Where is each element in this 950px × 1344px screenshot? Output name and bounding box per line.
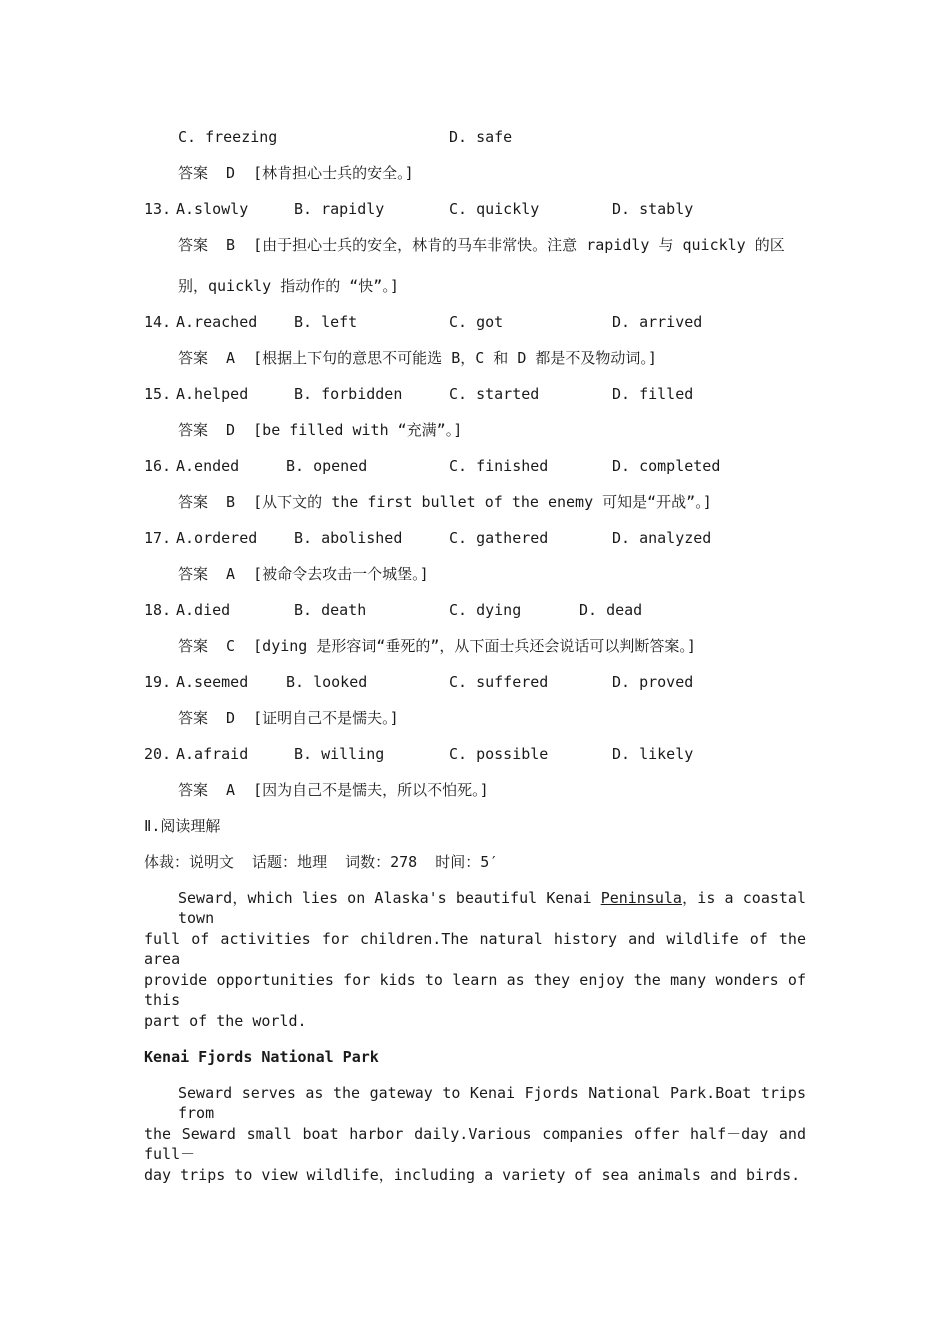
q14-answer: 答案 A [根据上下句的意思不可能选 B，C 和 D 都是不及物动词。] [178,349,657,367]
p2-line1: Seward serves as the gateway to Kenai Fjords National Park.Boat trips from [178,1084,806,1122]
q18-option-b: B. death [294,601,367,619]
p1-line1 [178,888,806,928]
p1-line3: provide opportunities for kids to learn as they enjoy the many wonders of this [144,971,806,1009]
q14-option-d: D. arrived [612,313,703,331]
q16-option-a: A.ended [176,457,240,475]
section-heading: Ⅱ.阅读理解 [144,817,221,835]
q18-option-a: A.died [176,601,231,619]
q17-option-b: B. abolished [294,529,403,547]
q17-option-a: A.ordered [176,529,258,547]
q14-option-c: C. got [449,313,504,331]
q15-option-b: B. forbidden [294,385,403,403]
q15-answer: 答案 D [be filled with “充满”。] [178,421,463,439]
q19-option-b: B. looked [286,673,368,691]
q20-option-a: A.afraid [176,745,249,763]
p1-line1-pre: Seward，which lies on Alaska's beautiful Kenai [178,889,601,907]
p1-line1-post: ，is a coastal town [178,889,806,927]
q13-answer-line2: 别，quickly 指动作的 “快”。] [178,277,399,295]
q19-number: 19. [144,673,172,691]
q20-option-c: C. possible [449,745,549,763]
subheading-kenai-fjords: Kenai Fjords National Park [144,1048,379,1066]
peninsula-underlined: Peninsula [600,889,682,907]
p2-line2: the Seward small boat harbor daily.Various companies offer half－day and full－ [144,1125,806,1163]
q20-option-b: B. willing [294,745,385,763]
q17-number: 17. [144,529,172,547]
q13-option-a: A.slowly [176,200,249,218]
q16-option-c: C. finished [449,457,549,475]
q20-option-d: D. likely [612,745,694,763]
q18-option-c: C. dying [449,601,522,619]
q18-option-d: D. dead [579,601,643,619]
q20-number: 20. [144,745,172,763]
q14-option-a: A.reached [176,313,258,331]
q18-number: 18. [144,601,172,619]
q19-option-a: A.seemed [176,673,249,691]
q19-answer: 答案 D [证明自己不是懦夫。] [178,709,399,727]
q14-number: 14. [144,313,172,331]
q13-answer-line1: 答案 B [由于担心士兵的安全，林肯的马车非常快。注意 rapidly 与 quickly 的区 [178,236,785,254]
q15-option-c: C. started [449,385,540,403]
q16-option-b: B. opened [286,457,368,475]
q19-option-d: D. proved [612,673,694,691]
q12-option-c: C. freezing [178,128,278,146]
q17-answer: 答案 A [被命令去攻击一个城堡。] [178,565,429,583]
p1-line2: full of activities for children.The natural history and wildlife of the area [144,930,806,968]
q17-option-d: D. analyzed [612,529,712,547]
q18-answer: 答案 C [dying 是形容词“垂死的”，从下面士兵还会说话可以判断答案。] [178,637,696,655]
q17-option-c: C. gathered [449,529,549,547]
q14-option-b: B. left [294,313,358,331]
q12-option-d: D. safe [449,128,513,146]
q16-option-d: D. completed [612,457,721,475]
q16-number: 16. [144,457,172,475]
q16-answer: 答案 B [从下文的 the first bullet of the enemy 可知是“开战”。] [178,493,712,511]
p1-line4: part of the world. [144,1012,307,1030]
q12-answer: 答案 D [林肯担心士兵的安全。] [178,164,414,182]
q13-option-b: B. rapidly [294,200,385,218]
q15-option-d: D. filled [612,385,694,403]
q15-option-a: A.helped [176,385,249,403]
q13-number: 13. [144,200,172,218]
p2-line3: day trips to view wildlife，including a variety of sea animals and birds. [144,1166,801,1184]
q15-number: 15. [144,385,172,403]
q19-option-c: C. suffered [449,673,549,691]
q13-option-d: D. stably [612,200,694,218]
passage-meta: 体裁：说明文 话题：地理 词数：278 时间：5′ [144,853,499,871]
q13-option-c: C. quickly [449,200,540,218]
q20-answer: 答案 A [因为自己不是懦夫，所以不怕死。] [178,781,489,799]
